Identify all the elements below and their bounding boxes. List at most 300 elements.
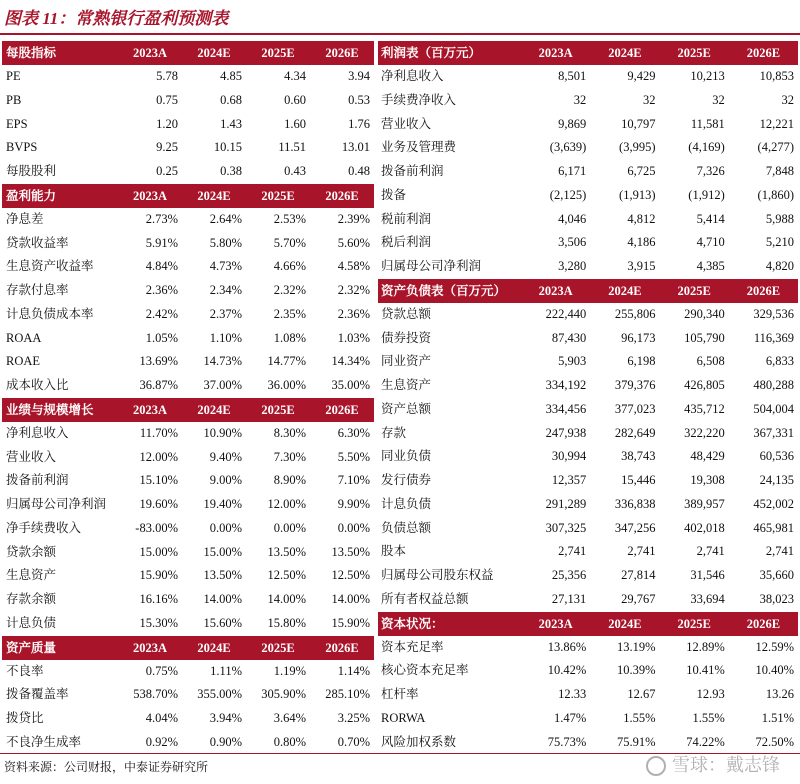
- table-row: [378, 493, 798, 517]
- value-cell: 14.73%: [203, 354, 242, 369]
- value-cell: 1.60: [284, 116, 306, 131]
- value-cell: 15.00%: [203, 544, 242, 559]
- table-row: [2, 541, 374, 565]
- value-cell: 9.00%: [209, 473, 242, 488]
- value-cell: 87,430: [551, 330, 587, 345]
- value-cell: (1,913): [619, 187, 656, 202]
- table-row: [2, 279, 374, 303]
- value-cell: 10,797: [621, 116, 656, 131]
- value-cell: 19.40%: [203, 497, 242, 511]
- table-row: [2, 327, 374, 351]
- row-label: 拨备前利润: [6, 473, 69, 488]
- table-row: [378, 659, 798, 683]
- table-row: [2, 136, 374, 160]
- table-row: [2, 588, 374, 612]
- value-cell: 1.55%: [623, 710, 656, 725]
- table-row: [378, 517, 798, 541]
- value-cell: 33,694: [690, 591, 725, 606]
- value-cell: 13.50%: [331, 544, 370, 559]
- value-cell: 4.04%: [145, 711, 178, 725]
- row-label: 贷款收益率: [6, 235, 69, 250]
- row-label: EPS: [6, 116, 28, 131]
- value-cell: 14.00%: [203, 592, 242, 606]
- section-title: 业绩与规模增长: [6, 402, 94, 417]
- table-row: [378, 208, 798, 232]
- table-row: [2, 350, 374, 374]
- value-cell: 7.30%: [273, 449, 306, 464]
- value-cell: 307,325: [545, 520, 587, 535]
- value-cell: 9.25: [156, 140, 178, 155]
- value-cell: 5.70%: [273, 235, 306, 250]
- row-label: 生息资产: [6, 568, 57, 583]
- value-cell: 2,741: [558, 544, 587, 559]
- year-header: 2026E: [325, 640, 359, 655]
- title-divider: [0, 33, 800, 35]
- value-cell: 2.53%: [273, 211, 306, 226]
- value-cell: 0.00%: [337, 520, 370, 535]
- value-cell: 13.86%: [547, 639, 587, 654]
- table-row: [378, 113, 798, 137]
- row-label: 归属母公司净利润: [6, 497, 107, 511]
- value-cell: 19.60%: [139, 497, 178, 511]
- table-row: [2, 208, 374, 232]
- value-cell: 75.91%: [616, 734, 656, 749]
- row-label: 所有者权益总额: [381, 591, 469, 606]
- year-header: 2025E: [261, 188, 295, 203]
- value-cell: 31,546: [690, 568, 725, 582]
- value-cell: 7,848: [765, 164, 794, 178]
- value-cell: 14.00%: [331, 592, 370, 606]
- value-cell: 2.35%: [273, 306, 306, 321]
- year-header: 2024E: [197, 640, 231, 655]
- value-cell: (1,912): [688, 187, 725, 202]
- section-header: [2, 398, 374, 422]
- value-cell: 0.90%: [209, 734, 242, 749]
- section-header: [2, 636, 374, 660]
- value-cell: 1.14%: [337, 663, 370, 678]
- figure-title: 图表 11：常熟银行盈利预测表: [4, 9, 229, 28]
- value-cell: 322,220: [684, 425, 725, 440]
- value-cell: 2,741: [765, 544, 794, 559]
- value-cell: 285.10%: [325, 687, 370, 702]
- row-label: RORWA: [381, 710, 426, 725]
- value-cell: 0.53: [348, 92, 370, 107]
- value-cell: 13.50%: [267, 544, 306, 559]
- table-row: [2, 232, 374, 256]
- value-cell: 329,536: [753, 306, 794, 321]
- value-cell: 13.19%: [616, 639, 656, 654]
- value-cell: 12.33: [558, 687, 587, 701]
- value-cell: 38,023: [759, 591, 794, 606]
- value-cell: 37.00%: [203, 378, 242, 392]
- table-row: [378, 374, 798, 398]
- section-title: 每股指标: [6, 46, 57, 60]
- value-cell: 13.50%: [203, 568, 242, 583]
- value-cell: 12.89%: [686, 639, 725, 654]
- value-cell: 4.85: [220, 69, 242, 83]
- value-cell: 2.37%: [209, 306, 242, 321]
- row-label: 债券投资: [381, 330, 432, 345]
- value-cell: 0.80%: [273, 734, 306, 749]
- row-label: 存款余额: [6, 592, 57, 606]
- value-cell: 5,210: [765, 235, 794, 250]
- source-note: 资料来源：公司财报，中泰证券研究所: [4, 760, 209, 774]
- value-cell: 10.40%: [755, 663, 794, 678]
- value-cell: 15.30%: [139, 615, 178, 630]
- value-cell: 504,004: [753, 401, 794, 416]
- value-cell: 3.94%: [209, 711, 242, 725]
- value-cell: 0.00%: [209, 520, 242, 535]
- value-cell: 1.10%: [209, 330, 242, 345]
- row-label: 净手续费收入: [6, 520, 82, 535]
- value-cell: 0.00%: [273, 520, 306, 535]
- value-cell: 13.69%: [139, 354, 178, 369]
- table-row: [378, 445, 798, 469]
- value-cell: 15.60%: [203, 615, 242, 630]
- value-cell: (3,995): [619, 140, 656, 155]
- value-cell: 29,767: [621, 591, 656, 606]
- value-cell: 105,790: [684, 330, 725, 345]
- row-label: 净息差: [6, 211, 44, 226]
- year-header: 2025E: [677, 616, 711, 631]
- row-label: 杠杆率: [381, 687, 419, 701]
- table-row: [2, 660, 374, 684]
- value-cell: 377,023: [614, 401, 656, 416]
- year-header: 2024E: [608, 46, 642, 60]
- row-label: 计息负债成本率: [6, 306, 94, 321]
- value-cell: 0.92%: [145, 734, 178, 749]
- value-cell: 10,853: [759, 69, 794, 83]
- value-cell: 15.10%: [139, 473, 178, 488]
- row-label: ROAE: [6, 354, 41, 369]
- value-cell: 9,429: [627, 69, 656, 83]
- year-header: 2025E: [677, 46, 711, 60]
- table-row: [2, 374, 374, 398]
- row-label: 税后利润: [381, 235, 432, 250]
- value-cell: 14.77%: [267, 354, 306, 369]
- table-row: [2, 65, 374, 89]
- value-cell: 8.30%: [273, 425, 306, 440]
- value-cell: 465,981: [753, 520, 794, 535]
- row-label: 同业负债: [381, 449, 432, 464]
- table-row: [378, 65, 798, 89]
- value-cell: 5.80%: [209, 235, 242, 250]
- row-label: 不良净生成率: [6, 734, 82, 749]
- section-title: 资产质量: [6, 640, 57, 655]
- value-cell: 74.22%: [686, 734, 725, 749]
- value-cell: 426,805: [684, 378, 725, 392]
- table-row: [2, 422, 374, 446]
- value-cell: 7.10%: [337, 473, 370, 488]
- value-cell: 10.90%: [203, 425, 242, 440]
- row-label: 归属母公司股东权益: [381, 568, 494, 582]
- table-row: [378, 731, 798, 755]
- year-header: 2024E: [197, 188, 231, 203]
- row-label: 风险加权系数: [381, 734, 457, 749]
- value-cell: 5.60%: [337, 235, 370, 250]
- value-cell: 3.64%: [273, 711, 306, 725]
- value-cell: 1.11%: [210, 663, 242, 678]
- value-cell: 6,508: [696, 354, 725, 369]
- table-row: [378, 564, 798, 588]
- right-table-column: [378, 41, 798, 754]
- value-cell: 4,186: [627, 235, 656, 250]
- row-label: 成本收入比: [6, 378, 69, 392]
- value-cell: 4.58%: [337, 259, 370, 274]
- value-cell: -83.00%: [135, 520, 178, 535]
- row-label: 存款付息率: [6, 283, 69, 297]
- value-cell: 116,369: [753, 330, 794, 345]
- table-row: [378, 89, 798, 113]
- value-cell: 538.70%: [133, 687, 178, 702]
- value-cell: 48,429: [690, 449, 725, 464]
- value-cell: 290,340: [684, 306, 725, 321]
- left-table-column: [2, 41, 374, 755]
- value-cell: 6.30%: [337, 425, 370, 440]
- value-cell: 4.73%: [209, 259, 242, 274]
- watermark: [646, 752, 780, 780]
- row-label: 同业资产: [381, 354, 432, 369]
- value-cell: 336,838: [614, 496, 656, 511]
- value-cell: 38,743: [621, 449, 656, 464]
- value-cell: 1.03%: [337, 330, 370, 345]
- year-header: 2026E: [746, 616, 781, 631]
- value-cell: 5.91%: [145, 235, 178, 250]
- value-cell: 11.51: [278, 140, 306, 155]
- value-cell: 255,806: [614, 306, 656, 321]
- value-cell: 6,171: [558, 164, 587, 178]
- section-header: [378, 612, 798, 636]
- value-cell: 4,385: [696, 259, 725, 273]
- value-cell: 27,814: [621, 568, 656, 582]
- value-cell: 14.00%: [267, 592, 306, 606]
- value-cell: 3,915: [627, 259, 656, 273]
- value-cell: 12.50%: [267, 568, 306, 583]
- table-row: [2, 160, 374, 184]
- year-header: 2023A: [132, 46, 168, 60]
- value-cell: 15.00%: [139, 544, 178, 559]
- year-header: 2026E: [325, 46, 359, 60]
- value-cell: (3,639): [549, 140, 587, 155]
- value-cell: 11,581: [690, 116, 725, 131]
- section-title: 资本状况：: [381, 616, 444, 631]
- value-cell: 4.34: [284, 69, 306, 83]
- row-label: 拨备: [381, 187, 407, 202]
- row-label: 计息负债: [6, 615, 57, 630]
- value-cell: 247,938: [545, 425, 587, 440]
- value-cell: 15.90%: [331, 615, 370, 630]
- value-cell: 1.51%: [761, 710, 794, 725]
- value-cell: 1.20: [156, 116, 178, 131]
- row-label: 存款: [381, 425, 407, 440]
- value-cell: 3.25%: [337, 711, 370, 725]
- value-cell: 10.41%: [686, 663, 725, 678]
- value-cell: 0.68: [220, 92, 242, 107]
- table-row: [2, 683, 374, 707]
- value-cell: 0.70%: [337, 734, 370, 749]
- value-cell: 32: [573, 92, 587, 107]
- value-cell: (2,125): [549, 187, 587, 202]
- value-cell: 435,712: [684, 401, 725, 416]
- value-cell: 3.94: [348, 69, 370, 83]
- table-row: [378, 255, 798, 279]
- value-cell: 4,820: [765, 259, 794, 273]
- row-label: 贷款余额: [6, 544, 57, 559]
- year-header: 2023A: [132, 188, 168, 203]
- value-cell: 10.42%: [547, 663, 587, 678]
- value-cell: 334,192: [545, 378, 587, 392]
- value-cell: 0.75: [156, 92, 178, 107]
- table-row: [378, 588, 798, 612]
- row-label: 营业收入: [6, 449, 57, 464]
- table-row: [2, 446, 374, 470]
- year-header: 2026E: [746, 46, 781, 60]
- watermark-text: 雪球：戴志锋: [672, 755, 780, 776]
- value-cell: 32: [781, 92, 794, 107]
- row-label: 净利息收入: [381, 69, 444, 83]
- section-header: [2, 184, 374, 208]
- row-label: 不良率: [6, 663, 44, 678]
- value-cell: 0.60: [284, 92, 306, 107]
- table-row: [2, 493, 374, 517]
- table-row: [2, 612, 374, 636]
- value-cell: 402,018: [684, 520, 725, 535]
- value-cell: 2.32%: [273, 283, 306, 297]
- value-cell: 15,446: [621, 473, 656, 487]
- value-cell: 2.39%: [337, 211, 370, 226]
- value-cell: 36.00%: [267, 378, 306, 392]
- row-label: 营业收入: [381, 116, 432, 131]
- row-label: 股本: [381, 544, 407, 559]
- table-row: [2, 469, 374, 493]
- table-row: [2, 564, 374, 588]
- value-cell: 8.90%: [273, 473, 306, 488]
- section-title: 资产负债表（百万元）: [381, 283, 507, 298]
- row-label: 负债总额: [381, 520, 432, 535]
- value-cell: 1.05%: [145, 330, 178, 345]
- value-cell: 282,649: [614, 425, 656, 440]
- value-cell: (4,277): [757, 140, 794, 155]
- section-title: 盈利能力: [6, 188, 57, 203]
- year-header: 2026E: [325, 402, 359, 417]
- value-cell: 12.67: [627, 687, 656, 701]
- year-header: 2025E: [261, 640, 295, 655]
- value-cell: 32: [643, 92, 656, 107]
- value-cell: 13.01: [341, 140, 370, 155]
- value-cell: 305.90%: [261, 687, 306, 702]
- value-cell: 12,357: [551, 473, 587, 487]
- value-cell: 222,440: [545, 306, 587, 321]
- table-row: [378, 231, 798, 255]
- year-header: 2023A: [538, 283, 573, 298]
- table-row: [378, 350, 798, 374]
- value-cell: 2,741: [627, 544, 656, 559]
- row-label: 手续费净收入: [381, 92, 457, 107]
- value-cell: 8,501: [558, 69, 587, 83]
- year-header: 2025E: [261, 46, 295, 60]
- row-label: 每股股利: [6, 164, 57, 178]
- value-cell: 5.50%: [337, 449, 370, 464]
- row-label: 发行债券: [381, 473, 432, 487]
- value-cell: 11.70%: [139, 425, 178, 440]
- value-cell: 2.34%: [209, 283, 242, 297]
- section-header: [378, 279, 798, 303]
- year-header: 2026E: [325, 188, 359, 203]
- row-label: 生息资产: [381, 378, 432, 392]
- row-label: 业务及管理费: [381, 140, 457, 155]
- year-header: 2023A: [132, 402, 168, 417]
- value-cell: 35.00%: [331, 378, 370, 392]
- year-header: 2025E: [261, 402, 295, 417]
- value-cell: 2.36%: [337, 306, 370, 321]
- table-row: [2, 113, 374, 137]
- value-cell: 9,869: [558, 116, 587, 131]
- row-label: 拨备前利润: [381, 164, 444, 178]
- row-label: 贷款总额: [381, 306, 432, 321]
- table-row: [378, 636, 798, 660]
- value-cell: 4,710: [696, 235, 725, 250]
- year-header: 2023A: [132, 640, 168, 655]
- value-cell: 0.75%: [145, 663, 178, 678]
- table-row: [378, 422, 798, 446]
- value-cell: 6,725: [627, 164, 656, 178]
- table-row: [2, 707, 374, 731]
- value-cell: 27,131: [551, 591, 587, 606]
- value-cell: 4.66%: [273, 259, 306, 274]
- value-cell: 96,173: [621, 330, 656, 345]
- year-header: 2024E: [608, 283, 642, 298]
- section-header: [2, 41, 374, 65]
- value-cell: 3,506: [558, 235, 587, 250]
- value-cell: 10.39%: [616, 663, 656, 678]
- value-cell: 5,414: [696, 211, 725, 226]
- value-cell: 2.73%: [145, 211, 178, 226]
- section-header: [378, 41, 798, 65]
- value-cell: 1.08%: [273, 330, 306, 345]
- row-label: 资产总额: [381, 401, 432, 416]
- table-row: [2, 517, 374, 541]
- value-cell: 2.64%: [209, 211, 242, 226]
- year-header: 2023A: [538, 616, 573, 631]
- value-cell: 0.25: [156, 164, 178, 178]
- value-cell: 25,356: [551, 568, 587, 582]
- year-header: 2026E: [746, 283, 781, 298]
- year-header: 2024E: [197, 402, 231, 417]
- value-cell: 4,046: [558, 211, 587, 226]
- value-cell: 1.76: [348, 116, 370, 131]
- value-cell: 347,256: [614, 520, 656, 535]
- table-row: [378, 540, 798, 564]
- value-cell: 4,812: [627, 211, 656, 226]
- value-cell: 9.90%: [337, 497, 370, 511]
- value-cell: 2,741: [696, 544, 725, 559]
- value-cell: 452,002: [753, 496, 794, 511]
- value-cell: (4,169): [688, 140, 725, 155]
- row-label: PE: [6, 69, 21, 83]
- value-cell: 2.36%: [145, 283, 178, 297]
- value-cell: 30,994: [551, 449, 587, 464]
- value-cell: 12.00%: [267, 497, 306, 511]
- value-cell: 0.38: [220, 164, 242, 178]
- value-cell: 60,536: [759, 449, 794, 464]
- value-cell: 36.87%: [139, 378, 178, 392]
- table-row: [2, 731, 374, 755]
- value-cell: (1,860): [757, 187, 794, 202]
- value-cell: 3,280: [558, 259, 587, 273]
- row-label: BVPS: [6, 140, 38, 155]
- value-cell: 5,903: [558, 354, 587, 369]
- year-header: 2024E: [197, 46, 231, 60]
